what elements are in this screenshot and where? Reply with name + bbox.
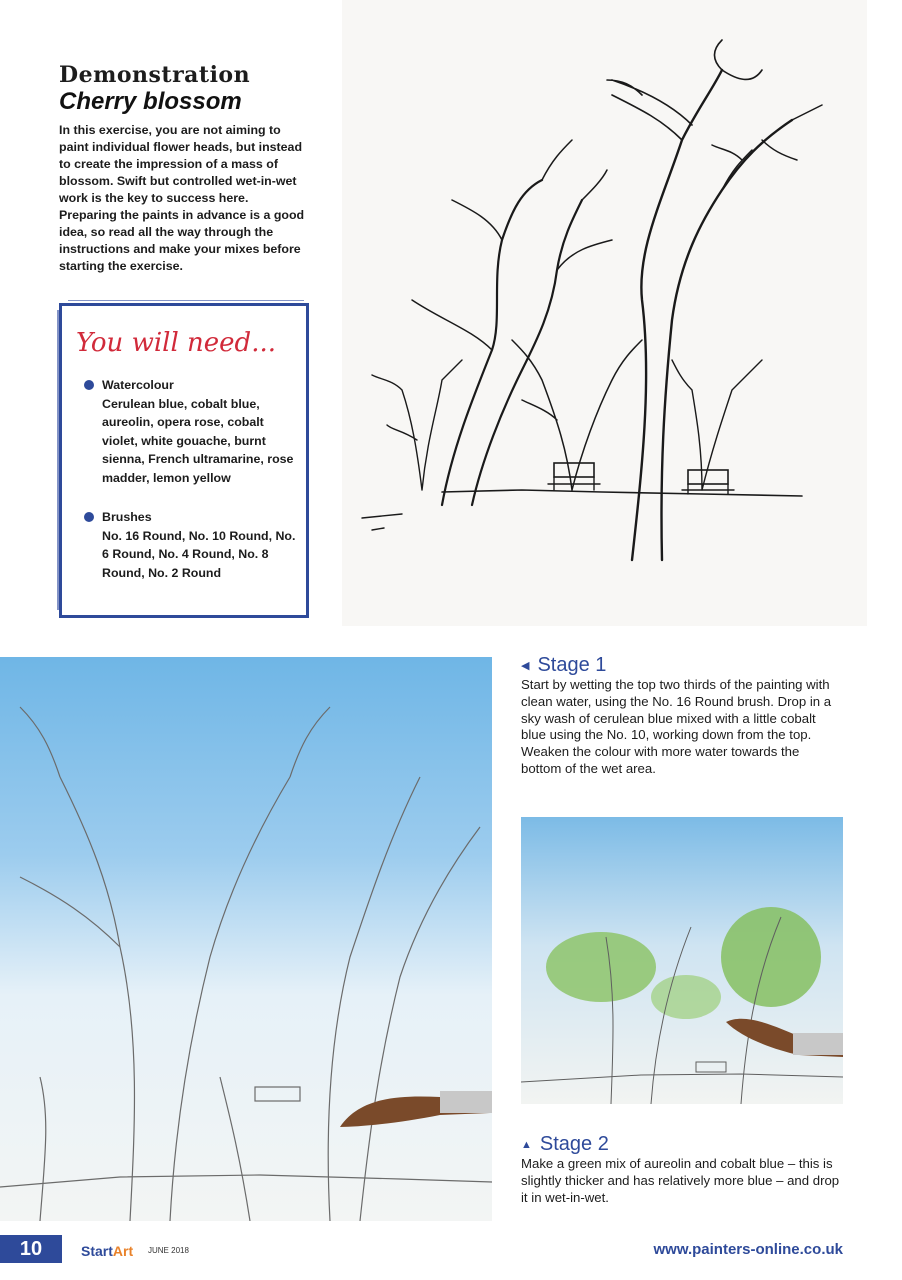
brushes-list — [102, 508, 302, 582]
stage2-text: Make a green mix of aureolin and cobalt blue – this is slightly thicker and has relatively more blue – and drop it in wet-in-wet. — [521, 1156, 840, 1205]
page-number: 10 — [0, 1235, 62, 1263]
stage1-text: Start by wetting the top two thirds of the painting with clean water, using the No. 16 Round brush. Drop in a sky wash of cerulean blue mixed with a little cobalt blue using the No. 10, working down from the top. Weaken the colour with more water towards the bottom of the wet area. — [521, 677, 832, 776]
intro-paragraph: In this exercise, you are not aiming to paint individual flower heads, but instead to create the impression of a mass of blossom. Swift but controlled wet-in-wet work is the key to success here. Preparing the paints in advance is a good idea, so read all the way through the instructions and make your mixes before starting the exercise. — [59, 123, 305, 273]
stage1-photo — [0, 657, 492, 1221]
materials-title: You will need... — [76, 328, 276, 358]
intro-block — [59, 62, 309, 275]
watercolour-items: Cerulean blue, cobalt blue, aureolin, opera rose, cobalt violet, white gouache, burnt sienna, French ultramarine, rose madder, lemon yellow — [102, 396, 294, 485]
magazine-brand: StartArt — [81, 1243, 134, 1259]
stage2-photo — [521, 817, 843, 1104]
stage2-block — [521, 1133, 843, 1206]
demonstration-label: Demonstration — [59, 62, 251, 88]
triangle-left-icon: ◀ — [521, 660, 530, 672]
triangle-up-icon: ▲ — [521, 1138, 532, 1151]
watercolour-heading: Watercolour — [102, 378, 174, 392]
tree-sketch-image — [342, 0, 867, 626]
page-title: Cherry blossom — [59, 88, 242, 115]
website-url[interactable]: www.painters-online.co.uk — [653, 1241, 843, 1258]
brushes-heading: Brushes — [102, 510, 152, 524]
bullet-icon — [84, 512, 94, 522]
issue-date: JUNE 2018 — [148, 1246, 189, 1255]
bullet-icon — [84, 380, 94, 390]
materials-box — [59, 303, 309, 618]
brushes-items: No. 16 Round, No. 10 Round, No. 6 Round, No. 4 Round, No. 8 Round, No. 2 Round — [102, 528, 296, 580]
stage2-title: Stage 2 — [539, 1133, 609, 1155]
watercolour-list — [102, 376, 302, 487]
stage1-title: Stage 1 — [537, 654, 607, 676]
stage1-block — [521, 654, 843, 778]
